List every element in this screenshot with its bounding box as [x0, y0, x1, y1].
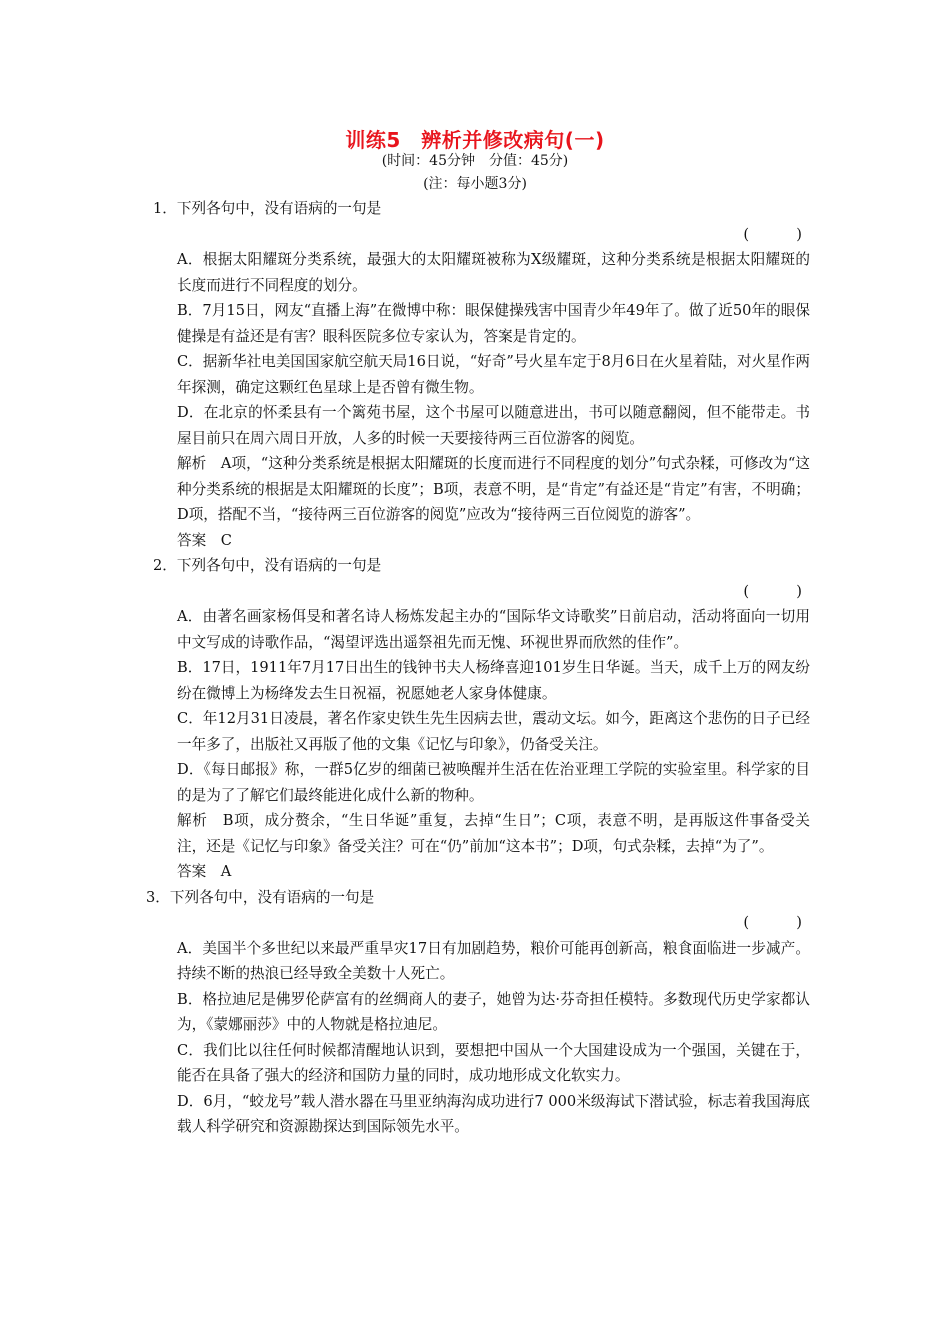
time-score-line: (时间：45分钟 分值：45分) — [381, 153, 569, 169]
analysis-text: 解析 A项，“这种分类系统是根据太阳耀斑的长度而进行不同程度的划分”句式杂糅，可修改为“这种分类系统的根据是太阳耀斑的长度”；B项，表意不明，是“肯定”有益还是“肯定”有害，不明确；D项，搭配不当，“接待两三百位游客的阅览”应改为“接待两三百位阅览的游客”。 — [177, 455, 810, 523]
question-1 — [150, 196, 810, 553]
option-c: C．我们比以往任何时候都清醒地认识到，要想把中国从一个大国建设成为一个强国，关键在于，能否在具备了强大的经济和国防力量的同时，成功地形成文化软实力。 — [177, 1041, 810, 1084]
answer-text: 答案 A — [177, 863, 232, 880]
document-title: 训练5 辨析并修改病句(一) — [345, 128, 605, 152]
option-d: D．在北京的怀柔县有一个篱苑书屋，这个书屋可以随意进出，书可以随意翻阅，但不能带走。书屋目前只在周六周日开放，人多的时候一天要接待两三百位游客的阅览。 — [177, 404, 810, 447]
question-3 — [146, 885, 810, 1140]
answer-bracket: ( ) — [743, 225, 808, 243]
option-d: D．6月，“蛟龙号”载人潜水器在马里亚纳海沟成功进行7 000米级海试下潜试验，标志着我国海底载人科学研究和资源勘探达到国际领先水平。 — [177, 1092, 810, 1135]
question-list — [146, 196, 810, 1140]
analysis-text: 解析 B项，成分赘余，“生日华诞”重复，去掉“生日”；C项，表意不明，是再版这件事备受关注，还是《记忆与印象》备受关注？可在“仍”前加“这本书”；D项，句式杂糅，去掉“为了”。 — [177, 812, 810, 855]
option-a: A．根据太阳耀斑分类系统，最强大的太阳耀斑被称为X级耀斑，这种分类系统是根据太阳耀斑的长度而进行不同程度的划分。 — [177, 251, 810, 294]
answer-bracket: ( ) — [743, 914, 808, 931]
question-stem: 1．下列各句中，没有语病的一句是 — [153, 200, 382, 217]
option-d: D．《每日邮报》称，一群5亿岁的细菌已被唤醒并生活在佐治亚理工学院的实验室里。科学家的目的是为了了解它们最终能进化成什么新的物种。 — [177, 761, 810, 804]
answer-bracket: ( ) — [743, 582, 808, 600]
note-line: (注：每小题3分) — [423, 176, 527, 192]
answer-text: 答案 C — [177, 531, 232, 549]
option-b: B．17日，1911年7月17日出生的钱钟书夫人杨绛喜迎101岁生日华诞。当天，成千上万的网友纷纷在微博上为杨绛发去生日祝福，祝愿她老人家身体健康。 — [177, 659, 810, 702]
option-c: C．年12月31日凌晨，著名作家史铁生先生因病去世，震动文坛。如今，距离这个悲伤的日子已经一年多了，出版社又再版了他的文集《记忆与印象》，仍备受关注。 — [177, 710, 810, 753]
question-stem: 3．下列各句中，没有语病的一句是 — [146, 888, 375, 906]
option-a: A．由著名画家杨佴旻和著名诗人杨炼发起主办的“国际华文诗歌奖”日前启动，活动将面向一切用中文写成的诗歌作品，“渴望评选出遥祭祖先而无愧、环视世界而欣然的佳作”。 — [177, 608, 810, 651]
option-c: C．据新华社电美国国家航空航天局16日说，“好奇”号火星车定于8月6日在火星着陆，对火星作两年探测，确定这颗红色星球上是否曾有微生物。 — [177, 353, 810, 396]
option-b: B．7月15日，网友“直播上海”在微博中称：眼保健操残害中国青少年49年了。做了近50年的眼保健操是有益还是有害？眼科医院多位专家认为，答案是肯定的。 — [177, 302, 810, 345]
question-2 — [150, 553, 810, 885]
option-b: B．格拉迪尼是佛罗伦萨富有的丝绸商人的妻子，她曾为达·芬奇担任模特。多数现代历史学家都认为，《蒙娜丽莎》中的人物就是格拉迪尼。 — [177, 990, 810, 1033]
option-a: A．美国半个多世纪以来最严重旱灾17日有加剧趋势，粮价可能再创新高，粮食面临进一步减产。持续不断的热浪已经导致全美数十人死亡。 — [177, 939, 810, 982]
question-stem: 2．下列各句中，没有语病的一句是 — [153, 557, 382, 574]
